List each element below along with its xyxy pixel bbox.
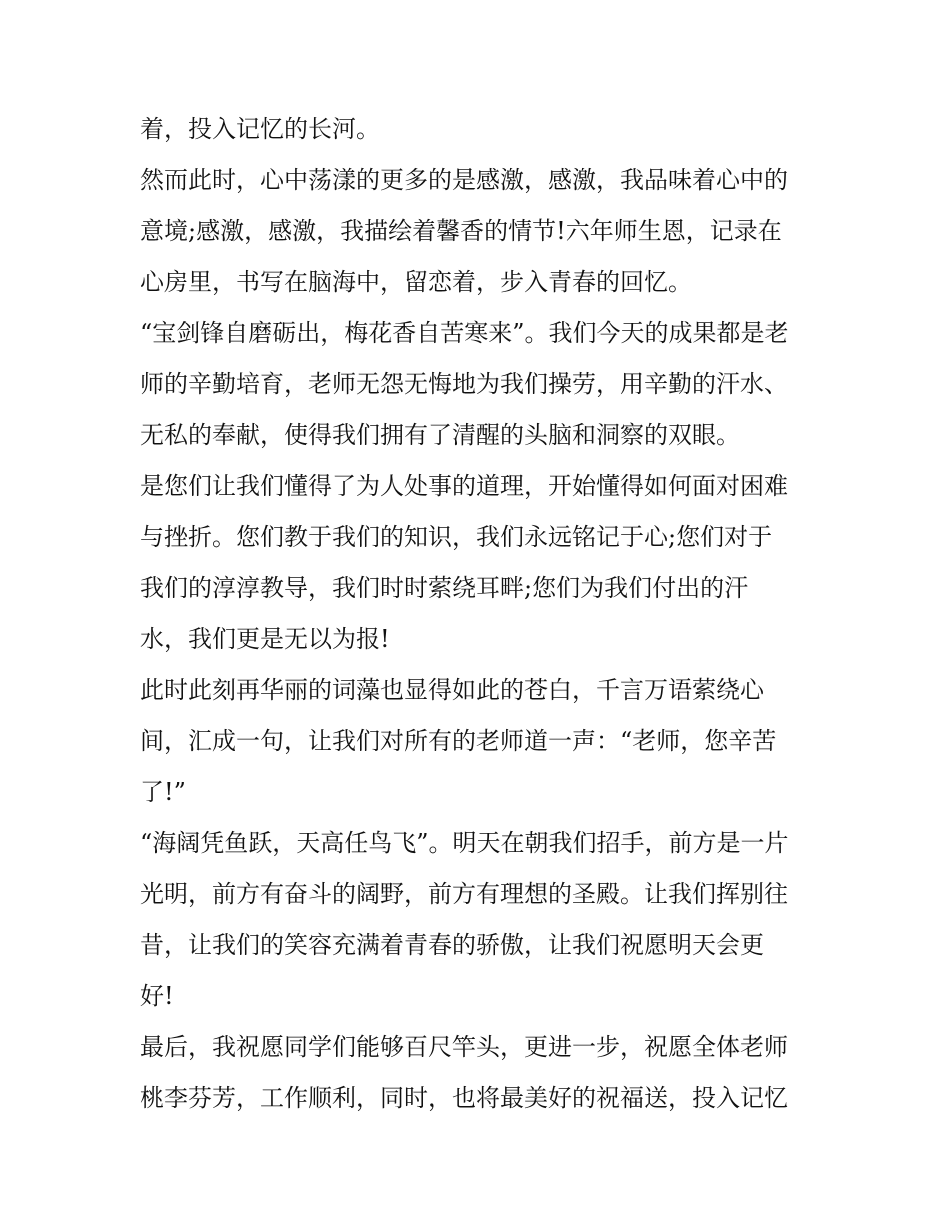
text-line: “宝剑锋自磨砺出，梅花香自苦寒来”。我们今天的成果都是老 bbox=[140, 319, 789, 347]
text-line: 最后，我祝愿同学们能够百尺竿头，更进一步，祝愿全体老师 bbox=[140, 1033, 788, 1061]
text-line: 是您们让我们懂得了为人处事的道理，开始懂得如何面对困难 bbox=[140, 472, 788, 500]
text-line: 然而此时，心中荡漾的更多的是感激，感激，我品味着心中的 bbox=[140, 166, 788, 194]
text-line: 好! bbox=[140, 982, 174, 1010]
text-line: 间，汇成一句，让我们对所有的老师道一声：“老师，您辛苦 bbox=[140, 727, 777, 755]
text-line: 光明，前方有奋斗的阔野，前方有理想的圣殿。让我们挥别往 bbox=[140, 880, 788, 908]
text-line: 我们的淳淳教导，我们时时萦绕耳畔;您们为我们付出的汗 bbox=[140, 574, 749, 602]
text-line: 师的辛勤培育，老师无怨无悔地为我们操劳，用辛勤的汗水、 bbox=[140, 370, 788, 398]
text-line: 了!” bbox=[140, 778, 186, 806]
text-line: 此时此刻再华丽的词藻也显得如此的苍白，千言万语萦绕心 bbox=[140, 676, 764, 704]
text-line: 与挫折。您们教于我们的知识，我们永远铭记于心;您们对于 bbox=[140, 523, 773, 551]
text-line: 意境;感激，感激，我描绘着馨香的情节!六年师生恩，记录在 bbox=[140, 217, 782, 245]
text-line: 着，投入记忆的长河。 bbox=[140, 115, 380, 143]
text-line: 心房里，书写在脑海中，留恋着，步入青春的回忆。 bbox=[140, 268, 692, 296]
text-line: 桃李芬芳，工作顺利，同时，也将最美好的祝福送，投入记忆 bbox=[140, 1084, 788, 1112]
text-line: 无私的奉献，使得我们拥有了清醒的头脑和洞察的双眼。 bbox=[140, 421, 740, 449]
text-line: “海阔凭鱼跃，天高任鸟飞”。明天在朝我们招手，前方是一片 bbox=[140, 829, 789, 857]
text-line: 昔，让我们的笑容充满着青春的骄傲，让我们祝愿明天会更 bbox=[140, 931, 764, 959]
text-line: 水，我们更是无以为报! bbox=[140, 625, 390, 653]
